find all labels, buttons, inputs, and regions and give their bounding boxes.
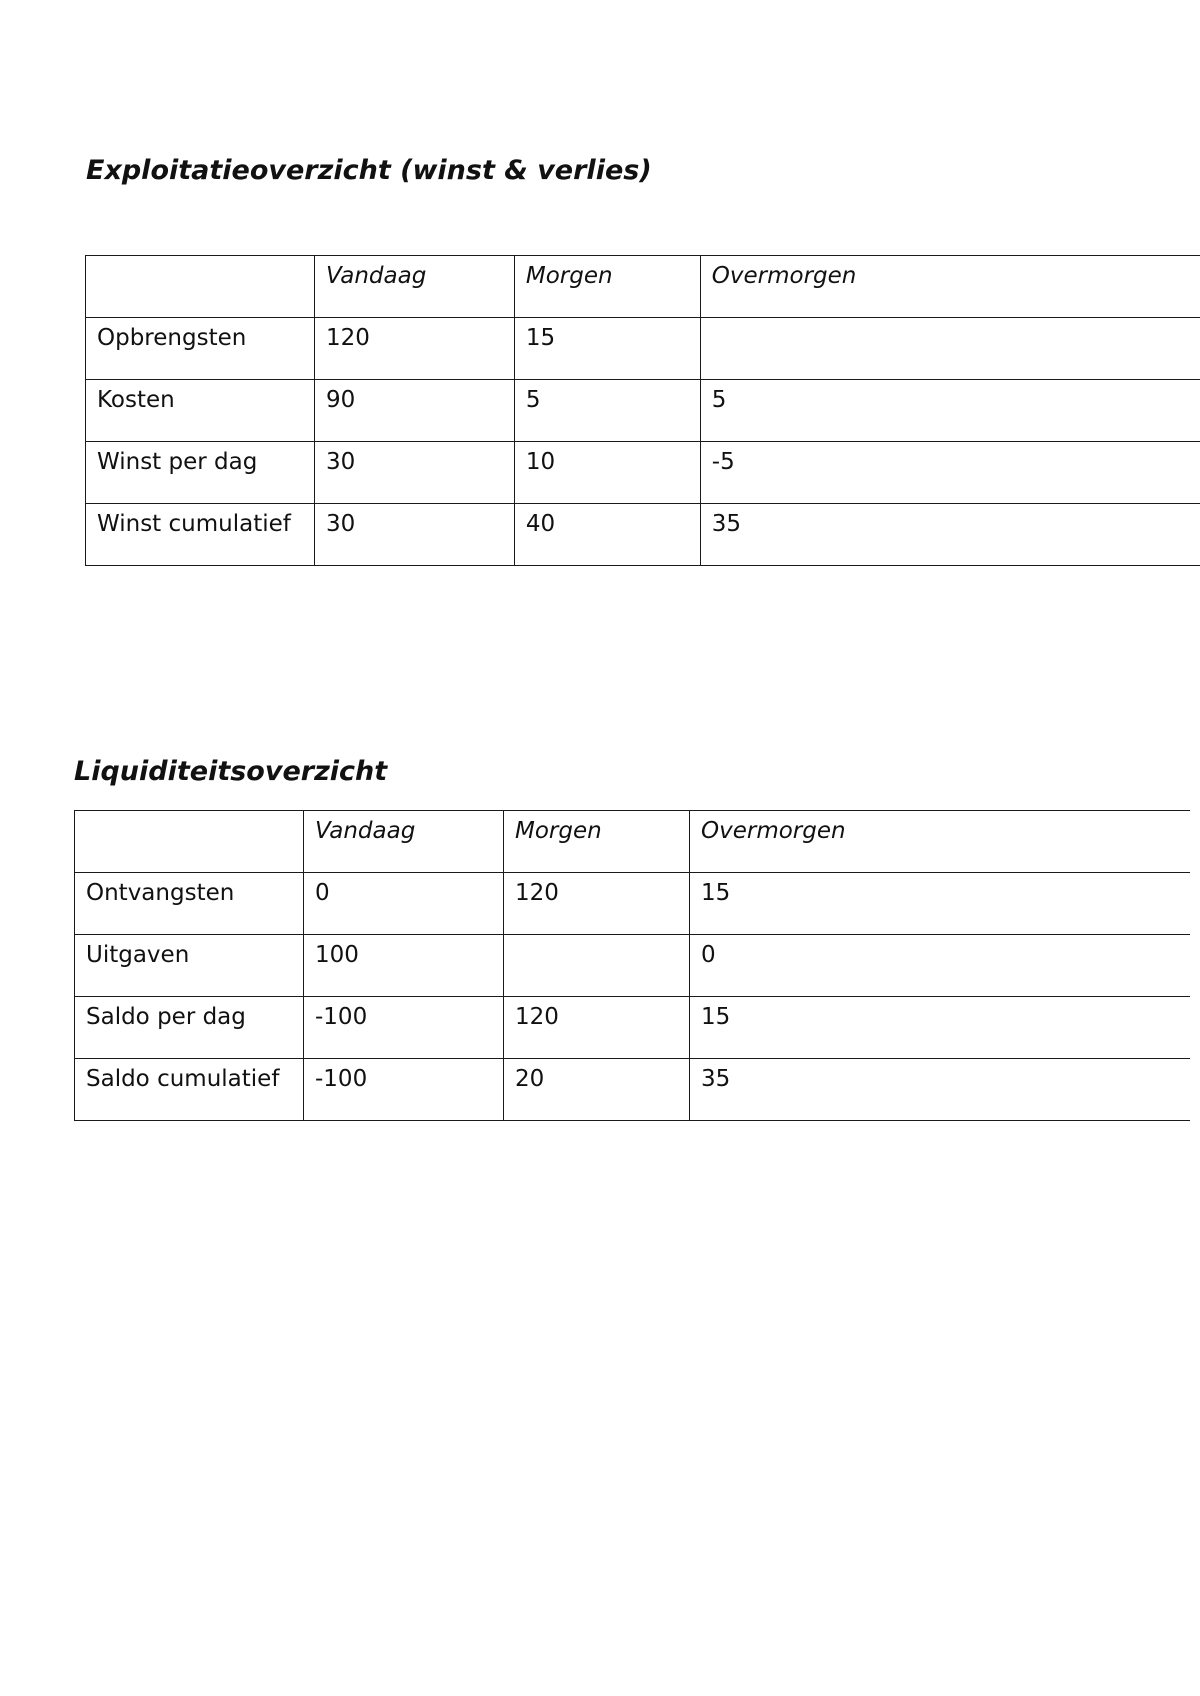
table-cell: 120 xyxy=(314,318,514,380)
row-label-cell: Saldo cumulatief xyxy=(75,1059,304,1121)
liquiditeit-table xyxy=(74,810,1190,1121)
table-row xyxy=(75,1059,1190,1121)
header-cell xyxy=(75,811,304,873)
table-cell xyxy=(700,318,1200,380)
table-cell: 120 xyxy=(504,997,690,1059)
table-cell: 30 xyxy=(314,504,514,566)
table-header-row xyxy=(75,811,1190,873)
table-cell: 40 xyxy=(514,504,700,566)
row-label-cell: Ontvangsten xyxy=(75,873,304,935)
table-cell: 5 xyxy=(700,380,1200,442)
row-label-cell: Kosten xyxy=(86,380,315,442)
header-cell: Overmorgen xyxy=(690,811,1190,873)
header-cell: Vandaag xyxy=(314,256,514,318)
header-cell xyxy=(86,256,315,318)
table-cell: -100 xyxy=(304,997,504,1059)
table-row xyxy=(86,318,1200,380)
row-label-cell: Opbrengsten xyxy=(86,318,315,380)
table-cell: 90 xyxy=(314,380,514,442)
table-cell: 15 xyxy=(514,318,700,380)
table-cell: 100 xyxy=(304,935,504,997)
section-title-liquiditeit: Liquiditeitsoverzicht xyxy=(74,756,388,787)
table-cell: 0 xyxy=(690,935,1190,997)
row-label-cell: Winst per dag xyxy=(86,442,315,504)
row-label-cell: Uitgaven xyxy=(75,935,304,997)
table-row xyxy=(75,873,1190,935)
table-cell: 5 xyxy=(514,380,700,442)
table-cell: 120 xyxy=(504,873,690,935)
table-cell: 15 xyxy=(690,997,1190,1059)
table-cell: 35 xyxy=(690,1059,1190,1121)
table-cell: 20 xyxy=(504,1059,690,1121)
section-title-exploitatie: Exploitatieoverzicht (winst & verlies) xyxy=(86,155,652,186)
header-cell: Overmorgen xyxy=(700,256,1200,318)
table-row xyxy=(86,442,1200,504)
table-row xyxy=(86,380,1200,442)
row-label-cell: Winst cumulatief xyxy=(86,504,315,566)
header-cell: Vandaag xyxy=(304,811,504,873)
table-cell: 0 xyxy=(304,873,504,935)
exploitatie-table xyxy=(85,255,1200,566)
table-cell: -100 xyxy=(304,1059,504,1121)
header-cell: Morgen xyxy=(514,256,700,318)
table-row xyxy=(75,935,1190,997)
table-cell: 10 xyxy=(514,442,700,504)
table-cell xyxy=(504,935,690,997)
table-cell: -5 xyxy=(700,442,1200,504)
table-row xyxy=(86,504,1200,566)
table-cell: 15 xyxy=(690,873,1190,935)
row-label-cell: Saldo per dag xyxy=(75,997,304,1059)
table-row xyxy=(75,997,1190,1059)
table-cell: 35 xyxy=(700,504,1200,566)
table-cell: 30 xyxy=(314,442,514,504)
header-cell: Morgen xyxy=(504,811,690,873)
table-header-row xyxy=(86,256,1200,318)
